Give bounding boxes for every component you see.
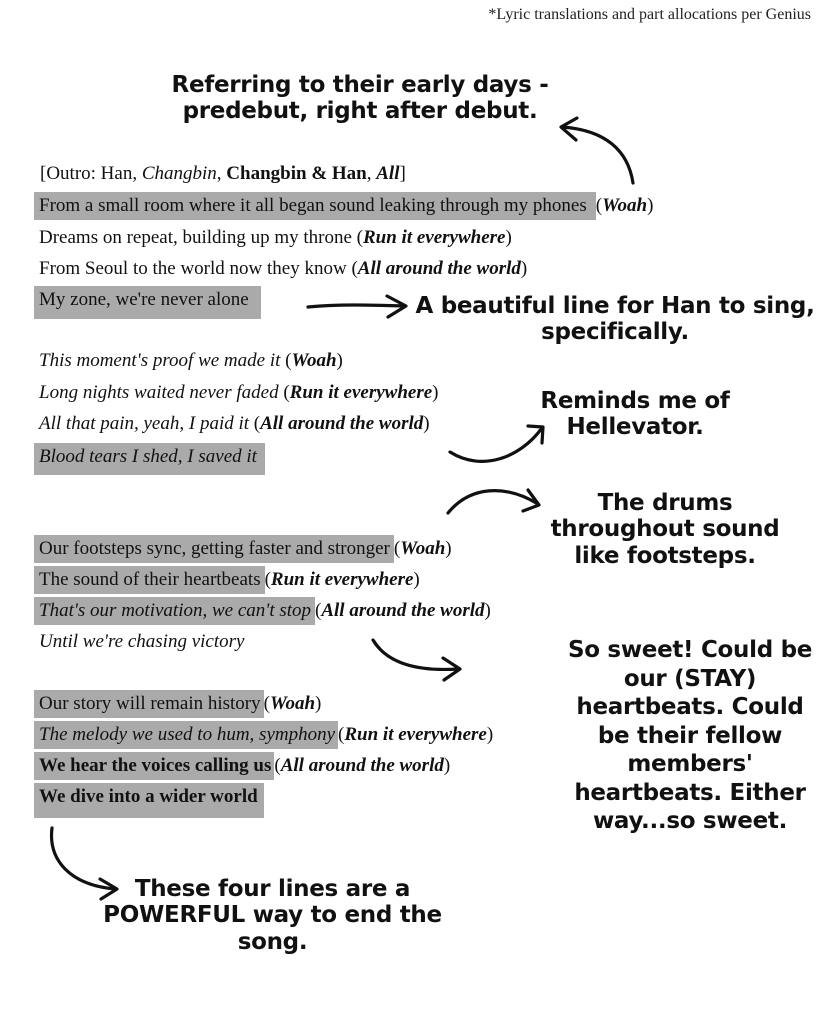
lyric-adlib: All around the world bbox=[321, 600, 485, 621]
lyric-text: Our story will remain history bbox=[34, 690, 264, 718]
lyric-text: Our footsteps sync, getting faster and stronger bbox=[34, 535, 394, 563]
arrow-to-four-lines-icon bbox=[52, 828, 117, 899]
header-comma-2: , bbox=[366, 163, 377, 184]
header-comma-1: , bbox=[216, 163, 227, 184]
lyric-text: This moment's proof we made it bbox=[39, 350, 281, 371]
header-open: [Outro: Han, bbox=[40, 163, 142, 184]
lyric-adlib: All around the world bbox=[280, 755, 444, 776]
arrow-to-han-line-icon bbox=[308, 296, 406, 317]
lyric-line: All that pain, yeah, I paid it (All around the world) bbox=[34, 410, 430, 438]
note-han-line: A beautiful line for Han to sing, specifically. bbox=[415, 293, 815, 346]
lyric-adlib: All around the world bbox=[260, 413, 424, 434]
lyric-line: Long nights waited never faded (Run it everywhere) bbox=[34, 379, 439, 407]
note-hellevator: Reminds me of Hellevator. bbox=[540, 388, 730, 441]
lyric-text: That's our motivation, we can't stop bbox=[34, 597, 315, 625]
lyric-adlib: Run it everywhere bbox=[289, 382, 433, 403]
note-heartbeats: So sweet! Could be our (STAY) heartbeats. Could be their fellow members' heartbeats. Either way...so sweet. bbox=[567, 637, 813, 835]
arrow-to-hellevator-icon bbox=[450, 426, 543, 461]
lyric-text: The sound of their heartbeats bbox=[34, 566, 265, 594]
lyric-line: This moment's proof we made it (Woah) bbox=[34, 347, 343, 375]
header-both: Changbin & Han bbox=[226, 163, 367, 184]
note-drums: The drums throughout sound like footsteps. bbox=[550, 490, 780, 569]
lyric-line: From Seoul to the world now they know (All around the world) bbox=[34, 255, 527, 283]
header-all: All bbox=[376, 163, 400, 184]
lyric-text: Until we're chasing victory bbox=[39, 631, 245, 652]
arrow-to-early-days-icon bbox=[561, 118, 633, 183]
lyric-adlib: Run it everywhere bbox=[362, 227, 506, 248]
lyric-text: All that pain, yeah, I paid it bbox=[39, 413, 250, 434]
lyric-line: The melody we used to hum, symphony (Run it everywhere) bbox=[34, 721, 493, 749]
header-close: ] bbox=[399, 163, 406, 184]
lyric-adlib: Run it everywhere bbox=[270, 569, 414, 590]
lyric-line: The sound of their heartbeats (Run it everywhere) bbox=[34, 566, 420, 594]
lyric-line: Our footsteps sync, getting faster and stronger (Woah) bbox=[34, 535, 452, 563]
lyric-text: Long nights waited never faded bbox=[39, 382, 279, 403]
arrow-to-heartbeats-icon bbox=[373, 640, 460, 680]
lyric-text: My zone, we're never alone bbox=[34, 286, 261, 319]
lyric-text: Dreams on repeat, building up my throne bbox=[39, 227, 352, 248]
lyric-adlib: Woah bbox=[269, 693, 316, 714]
header-changbin: Changbin bbox=[141, 163, 217, 184]
arrow-to-drums-icon bbox=[448, 490, 539, 513]
lyric-text: The melody we used to hum, symphony bbox=[34, 721, 338, 749]
lyric-text: We dive into a wider world bbox=[34, 783, 264, 818]
lyric-adlib: All around the world bbox=[357, 258, 521, 279]
lyric-adlib: Run it everywhere bbox=[344, 724, 487, 745]
lyric-adlib: Woah bbox=[400, 538, 446, 559]
lyric-line: Dreams on repeat, building up my throne (Run it everywhere) bbox=[34, 224, 512, 252]
lyric-text: We hear the voices calling us bbox=[34, 752, 274, 780]
lyric-line: We hear the voices calling us (All around the world) bbox=[34, 752, 450, 780]
lyric-line: From a small room where it all began sound leaking through my phones (Woah) bbox=[34, 192, 653, 220]
lyric-line: Our story will remain history (Woah) bbox=[34, 690, 321, 718]
lyric-adlib: Woah bbox=[602, 195, 648, 216]
lyric-adlib: Woah bbox=[291, 350, 337, 371]
translation-credit: *Lyric translations and part allocations per Genius bbox=[488, 6, 811, 23]
lyric-text: Blood tears I shed, I saved it bbox=[34, 443, 265, 475]
lyric-text: From Seoul to the world now they know bbox=[39, 258, 347, 279]
note-four-lines: These four lines are a POWERFUL way to end the song. bbox=[103, 876, 442, 955]
note-early-days: Referring to their early days - predebut, right after debut. bbox=[171, 72, 549, 125]
lyric-text: From a small room where it all began sound leaking through my phones bbox=[34, 192, 596, 220]
lyric-line: That's our motivation, we can't stop (All around the world) bbox=[34, 597, 491, 625]
